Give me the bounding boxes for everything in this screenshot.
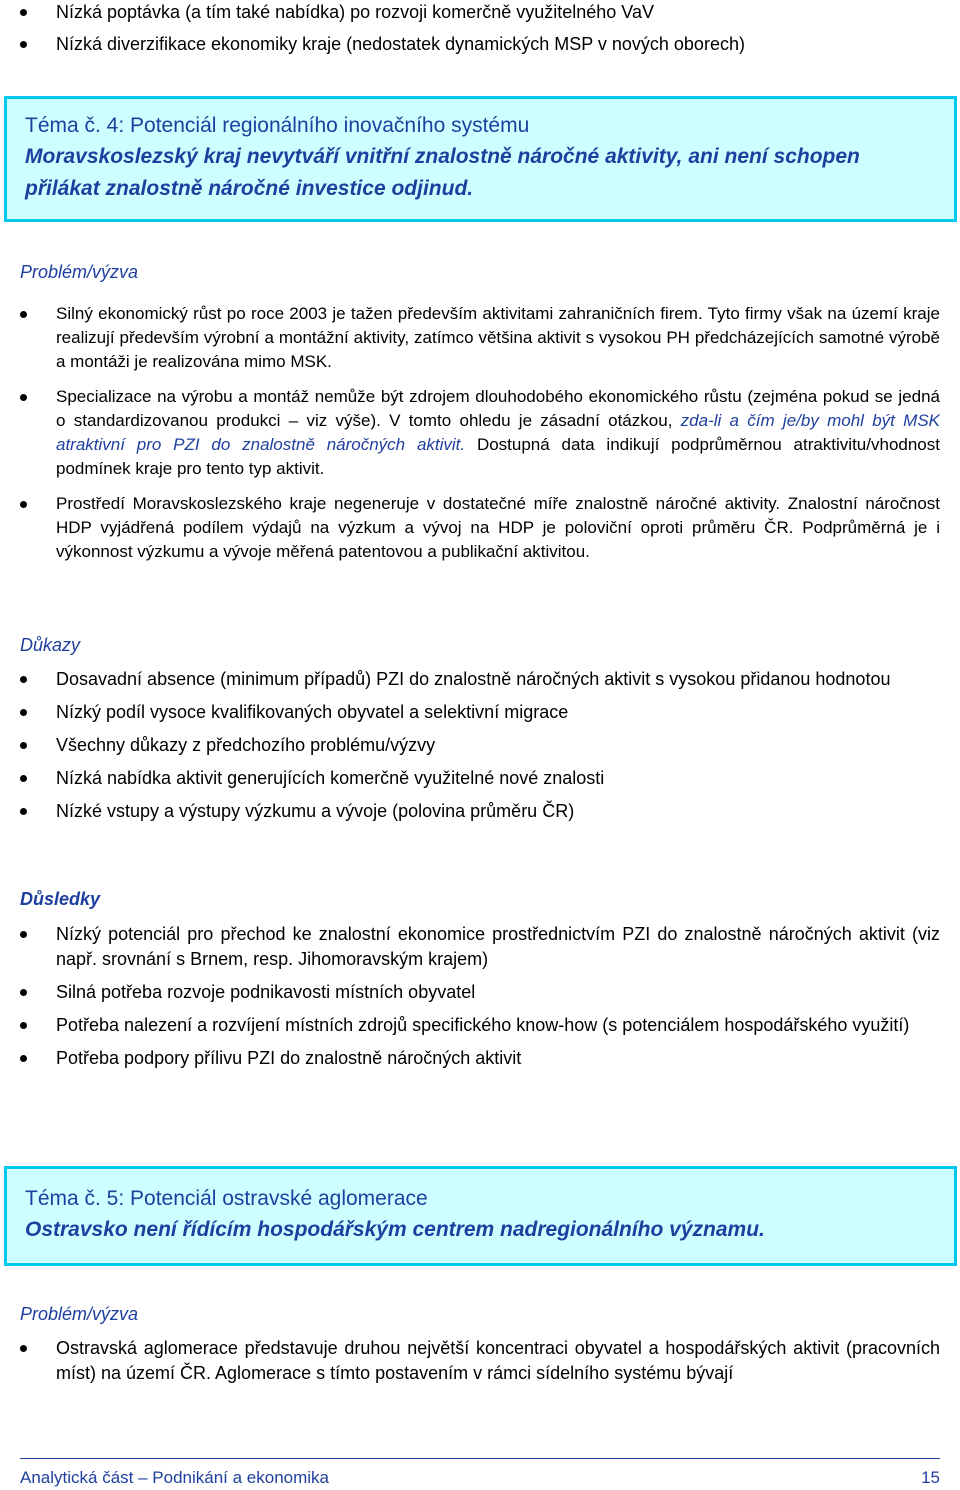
problem-heading: Problém/výzva (20, 262, 139, 282)
footer-rule (20, 1458, 940, 1459)
problem-item-text: Silný ekonomický růst po roce 2003 je tažen především aktivitami zahraničních firem. Tyto firmy však na území kraje realizují především výrobní a montážní aktivity, zatímco většina aktivit s vysokou PH předcházejících samotné výrobě a montáži je realizována mimo MSK. (56, 304, 940, 371)
problem-item-text: Dostupná data indikují podprůměrnou atraktivitu/vhodnost podmínek kraje pro tento typ aktivit. (56, 435, 940, 478)
theme-4-subtitle: Moravskoslezský kraj nevytváří vnitřní znalostně náročné aktivity, ani není schopen přilákat znalostně náročné investice odjinud. (25, 145, 860, 200)
list-item: Potřeba podpory přílivu PZI do znalostně náročných aktivit (0, 1046, 940, 1071)
list-item: Nízká nabídka aktivit generujících komerčně využitelné nové znalosti (0, 766, 940, 791)
theme-5-subtitle: Ostravsko není řídícím hospodářským centrem nadregionálního významu. (25, 1218, 765, 1241)
list-item (0, 492, 940, 564)
list-item (0, 302, 940, 374)
evidence-list (0, 667, 940, 824)
theme-4-box (4, 96, 957, 222)
list-item: Ostravská aglomerace představuje druhou největší koncentraci obyvatel a hospodářských aktivit (pracovních míst) na území ČR. Aglomerace s tímto postavením v rámci sídelního systému bývají (0, 1336, 940, 1386)
list-item: Nízký podíl vysoce kvalifikovaných obyvatel a selektivní migrace (0, 700, 940, 725)
problem-heading-2: Problém/výzva (20, 1304, 139, 1324)
consequences-list (0, 922, 940, 1071)
list-item: Nízký potenciál pro přechod ke znalostní ekonomice prostřednictvím PZI do znalostně náročných aktivit (viz např. srovnání s Brnem, resp. Jihomoravským krajem) (0, 922, 940, 972)
problem-item-text: Specializace na výrobu a montáž nemůže být zdrojem dlouhodobého ekonomického růstu (zejména pokud se jedná o standardizovanou produkci – viz výše). V tomto ohledu je zásadní otázkou, (56, 387, 940, 430)
list-item: Potřeba nalezení a rozvíjení místních zdrojů specifického know-how (s potenciálem hospodářského využití) (0, 1013, 940, 1038)
list-item: Nízké vstupy a výstupy výzkumu a vývoje (polovina průměru ČR) (0, 799, 940, 824)
top-bullet-list (0, 0, 940, 57)
highlighted-question: zda-li a čím je/by mohl být MSK atraktivní pro PZI do znalostně náročných aktivit. (56, 411, 940, 454)
theme-5-title: Téma č. 5: Potenciál ostravské aglomerace (25, 1187, 428, 1210)
list-item: Nízká poptávka (a tím také nabídka) po rozvoji komerčně využitelného VaV (0, 0, 940, 25)
list-item: Dosavadní absence (minimum případů) PZI do znalostně náročných aktivit s vysokou přidanou hodnotou (0, 667, 940, 692)
page-footer (20, 1468, 940, 1488)
list-item (0, 385, 940, 481)
list-item: Nízká diverzifikace ekonomiky kraje (nedostatek dynamických MSP v nových oborech) (0, 32, 940, 57)
problem-item-text: Prostředí Moravskoslezského kraje negeneruje v dostatečné míře znalostně náročné aktivity. Znalostní náročnost HDP vyjádřená podílem výdajů na výzkum a vývoj na HDP je poloviční oproti průměru ČR. Podprůměrná je i výkonnost výzkumu a vývoje měřená patentovou a publikační aktivitou. (56, 494, 940, 561)
evidence-heading: Důkazy (20, 635, 81, 655)
consequences-heading: Důsledky (20, 889, 101, 909)
footer-section-title: Analytická část – Podnikání a ekonomika (20, 1468, 330, 1487)
problem-list (0, 302, 940, 564)
list-item: Silná potřeba rozvoje podnikavosti místních obyvatel (0, 980, 940, 1005)
page-number: 15 (921, 1468, 940, 1487)
theme-5-box (4, 1166, 957, 1266)
problem-list-2 (0, 1336, 940, 1386)
theme-4-title: Téma č. 4: Potenciál regionálního inovačního systému (25, 114, 530, 137)
list-item: Všechny důkazy z předchozího problému/výzvy (0, 733, 940, 758)
